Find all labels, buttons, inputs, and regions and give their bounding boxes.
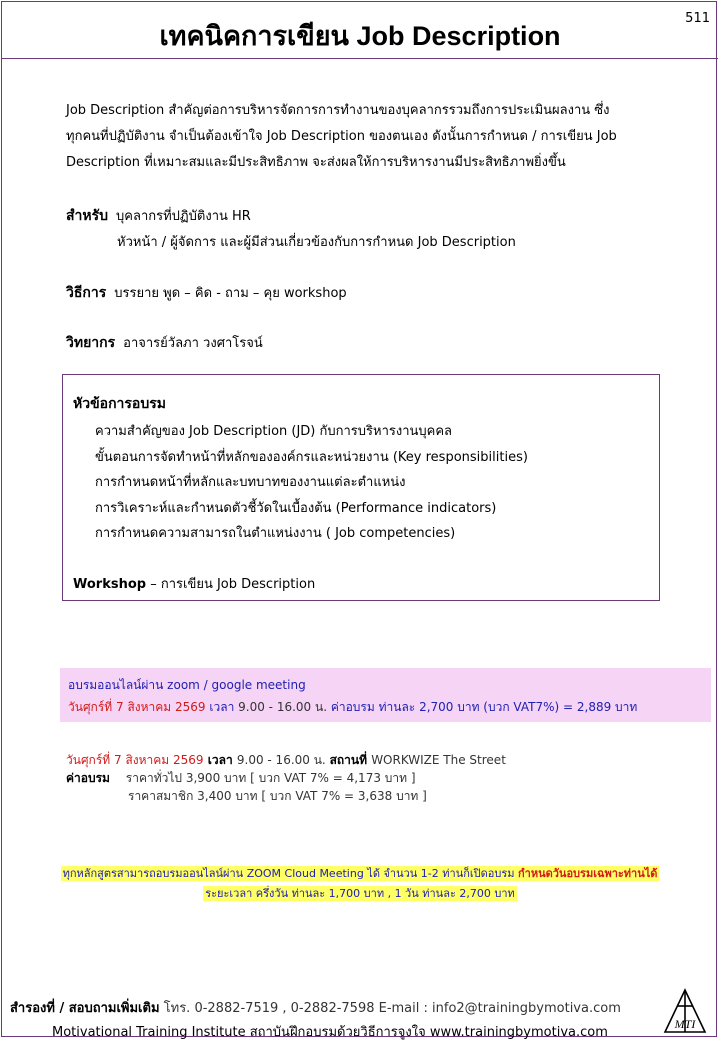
audience-line-1: บุคลากรที่ปฏิบัติงาน HR	[116, 209, 251, 224]
topic-item: ขั้นตอนการจัดทำหน้าที่หลักขององค์กรและหน่วยงาน (Key responsibilities)	[95, 449, 528, 465]
topic-item: การกำหนดความสามารถในตำแหน่งงาน ( Job competencies)	[95, 526, 456, 541]
topic-item: การวิเคราะห์และกำหนดตัวชี้วัดในเบื้องต้น (Performance indicators)	[95, 500, 497, 516]
speaker-row	[66, 332, 263, 354]
title-divider	[2, 58, 718, 59]
onsite-fee-general: ราคาทั่วไป 3,900 บาท [ บวก VAT 7% = 4,173 บาท ]	[125, 771, 416, 785]
logo-text: MTI	[674, 1017, 696, 1031]
online-fee: 2,700 บาท (บวก VAT7%) = 2,889 บาท	[419, 700, 638, 714]
notice-line-2	[0, 884, 720, 902]
onsite-date: วันศุกร์ที่ 7 สิงหาคม 2569	[66, 753, 204, 767]
workshop-line	[73, 573, 315, 594]
online-fee-label: ค่าอบรม ท่านละ	[330, 700, 420, 714]
workshop-text: – การเขียน Job Description	[146, 577, 316, 592]
audience-label: สำหรับ	[66, 208, 109, 224]
onsite-schedule	[66, 751, 506, 770]
method-value: บรรยาย พูด – คิด - ถาม – คุย workshop	[114, 286, 347, 301]
online-time: 9.00 - 16.00 น.	[238, 700, 331, 714]
online-session-panel	[60, 668, 711, 722]
onsite-fee-row	[66, 769, 416, 788]
onsite-venue: WORKWIZE The Street	[371, 753, 506, 767]
audience-row	[66, 205, 251, 227]
intro-line: Job Description สำคัญต่อการบริหารจัดการการทำงานของบุคลากรรวมถึงการประเมินผลงาน ซึ่ง	[66, 103, 610, 118]
contact-label: สำรองที่ / สอบถามเพิ่มเติม	[10, 1001, 160, 1016]
speaker-value: อาจารย์วัลภา วงศาโรจน์	[123, 336, 263, 351]
notice-text: ทุกหลักสูตรสามารถอบรมออนไลน์ผ่าน ZOOM Cloud Meeting ได้ จำนวน 1-2 ท่านก็เปิดอบรม	[62, 867, 518, 880]
speaker-label: วิทยากร	[66, 335, 116, 351]
mti-logo	[662, 988, 708, 1036]
intro-line: Description ที่เหมาะสมและมีประสิทธิภาพ จะส่งผลให้การบริหารงานมีประสิทธิภาพยิ่งขึ้น	[66, 155, 566, 170]
workshop-label: Workshop	[73, 577, 147, 592]
notice-emphasis: กำหนดวันอบรมเฉพาะท่านได้	[518, 867, 658, 880]
topics-list	[95, 419, 528, 547]
method-label: วิธีการ	[66, 285, 107, 301]
intro-paragraph	[66, 98, 666, 176]
online-time-label: เวลา	[205, 700, 239, 714]
topic-item: ความสำคัญของ Job Description (JD) กับการบริหารงานบุคคล	[95, 424, 453, 439]
contact-details: โทร. 0-2882-7519 , 0-2882-7598 E-mail : info2@trainingbymotiva.com	[159, 1001, 621, 1016]
page-title: เทคนิคการเขียน Job Description	[159, 21, 561, 51]
intro-line: ทุกคนที่ปฏิบัติงาน จำเป็นต้องเข้าใจ Job Description ของตนเอง ดังนั้นการกำหนด / การเขียน Job	[66, 129, 617, 144]
notice-line-1	[0, 864, 720, 882]
audience-line-2: หัวหน้า / ผู้จัดการ และผู้มีส่วนเกี่ยวข้องกับการกำหนด Job Description	[117, 235, 516, 250]
notice-pricing: ระยะเวลา ครึ่งวัน ท่านละ 1,700 บาท , 1 วัน ท่านละ 2,700 บาท	[205, 887, 515, 900]
onsite-time: 9.00 - 16.00 น.	[236, 753, 330, 767]
contact-info	[10, 997, 621, 1018]
online-title: อบรมออนไลน์ผ่าน zoom / google meeting	[68, 678, 306, 692]
onsite-fee-member: ราคาสมาชิก 3,400 บาท [ บวก VAT 7% = 3,638 บาท ]	[128, 789, 427, 803]
topic-item: การกำหนดหน้าที่หลักและบทบาทของงานแต่ละตำแหน่ง	[95, 475, 406, 490]
method-row	[66, 282, 347, 304]
page-number: 511	[685, 11, 710, 26]
footer-institute: Motivational Training Institute สถาบันฝึกอบรมด้วยวิธีการจูงใจ www.trainingbymotiva.com	[52, 1025, 608, 1040]
topics-heading: หัวข้อการอบรม	[73, 396, 166, 412]
onsite-venue-label: สถานที่	[329, 753, 372, 767]
online-date: วันศุกร์ที่ 7 สิงหาคม 2569	[68, 700, 206, 714]
onsite-time-label: เวลา	[203, 753, 237, 767]
onsite-fee-label: ค่าอบรม	[66, 771, 110, 785]
topics-box	[62, 374, 660, 601]
online-schedule	[68, 698, 637, 717]
